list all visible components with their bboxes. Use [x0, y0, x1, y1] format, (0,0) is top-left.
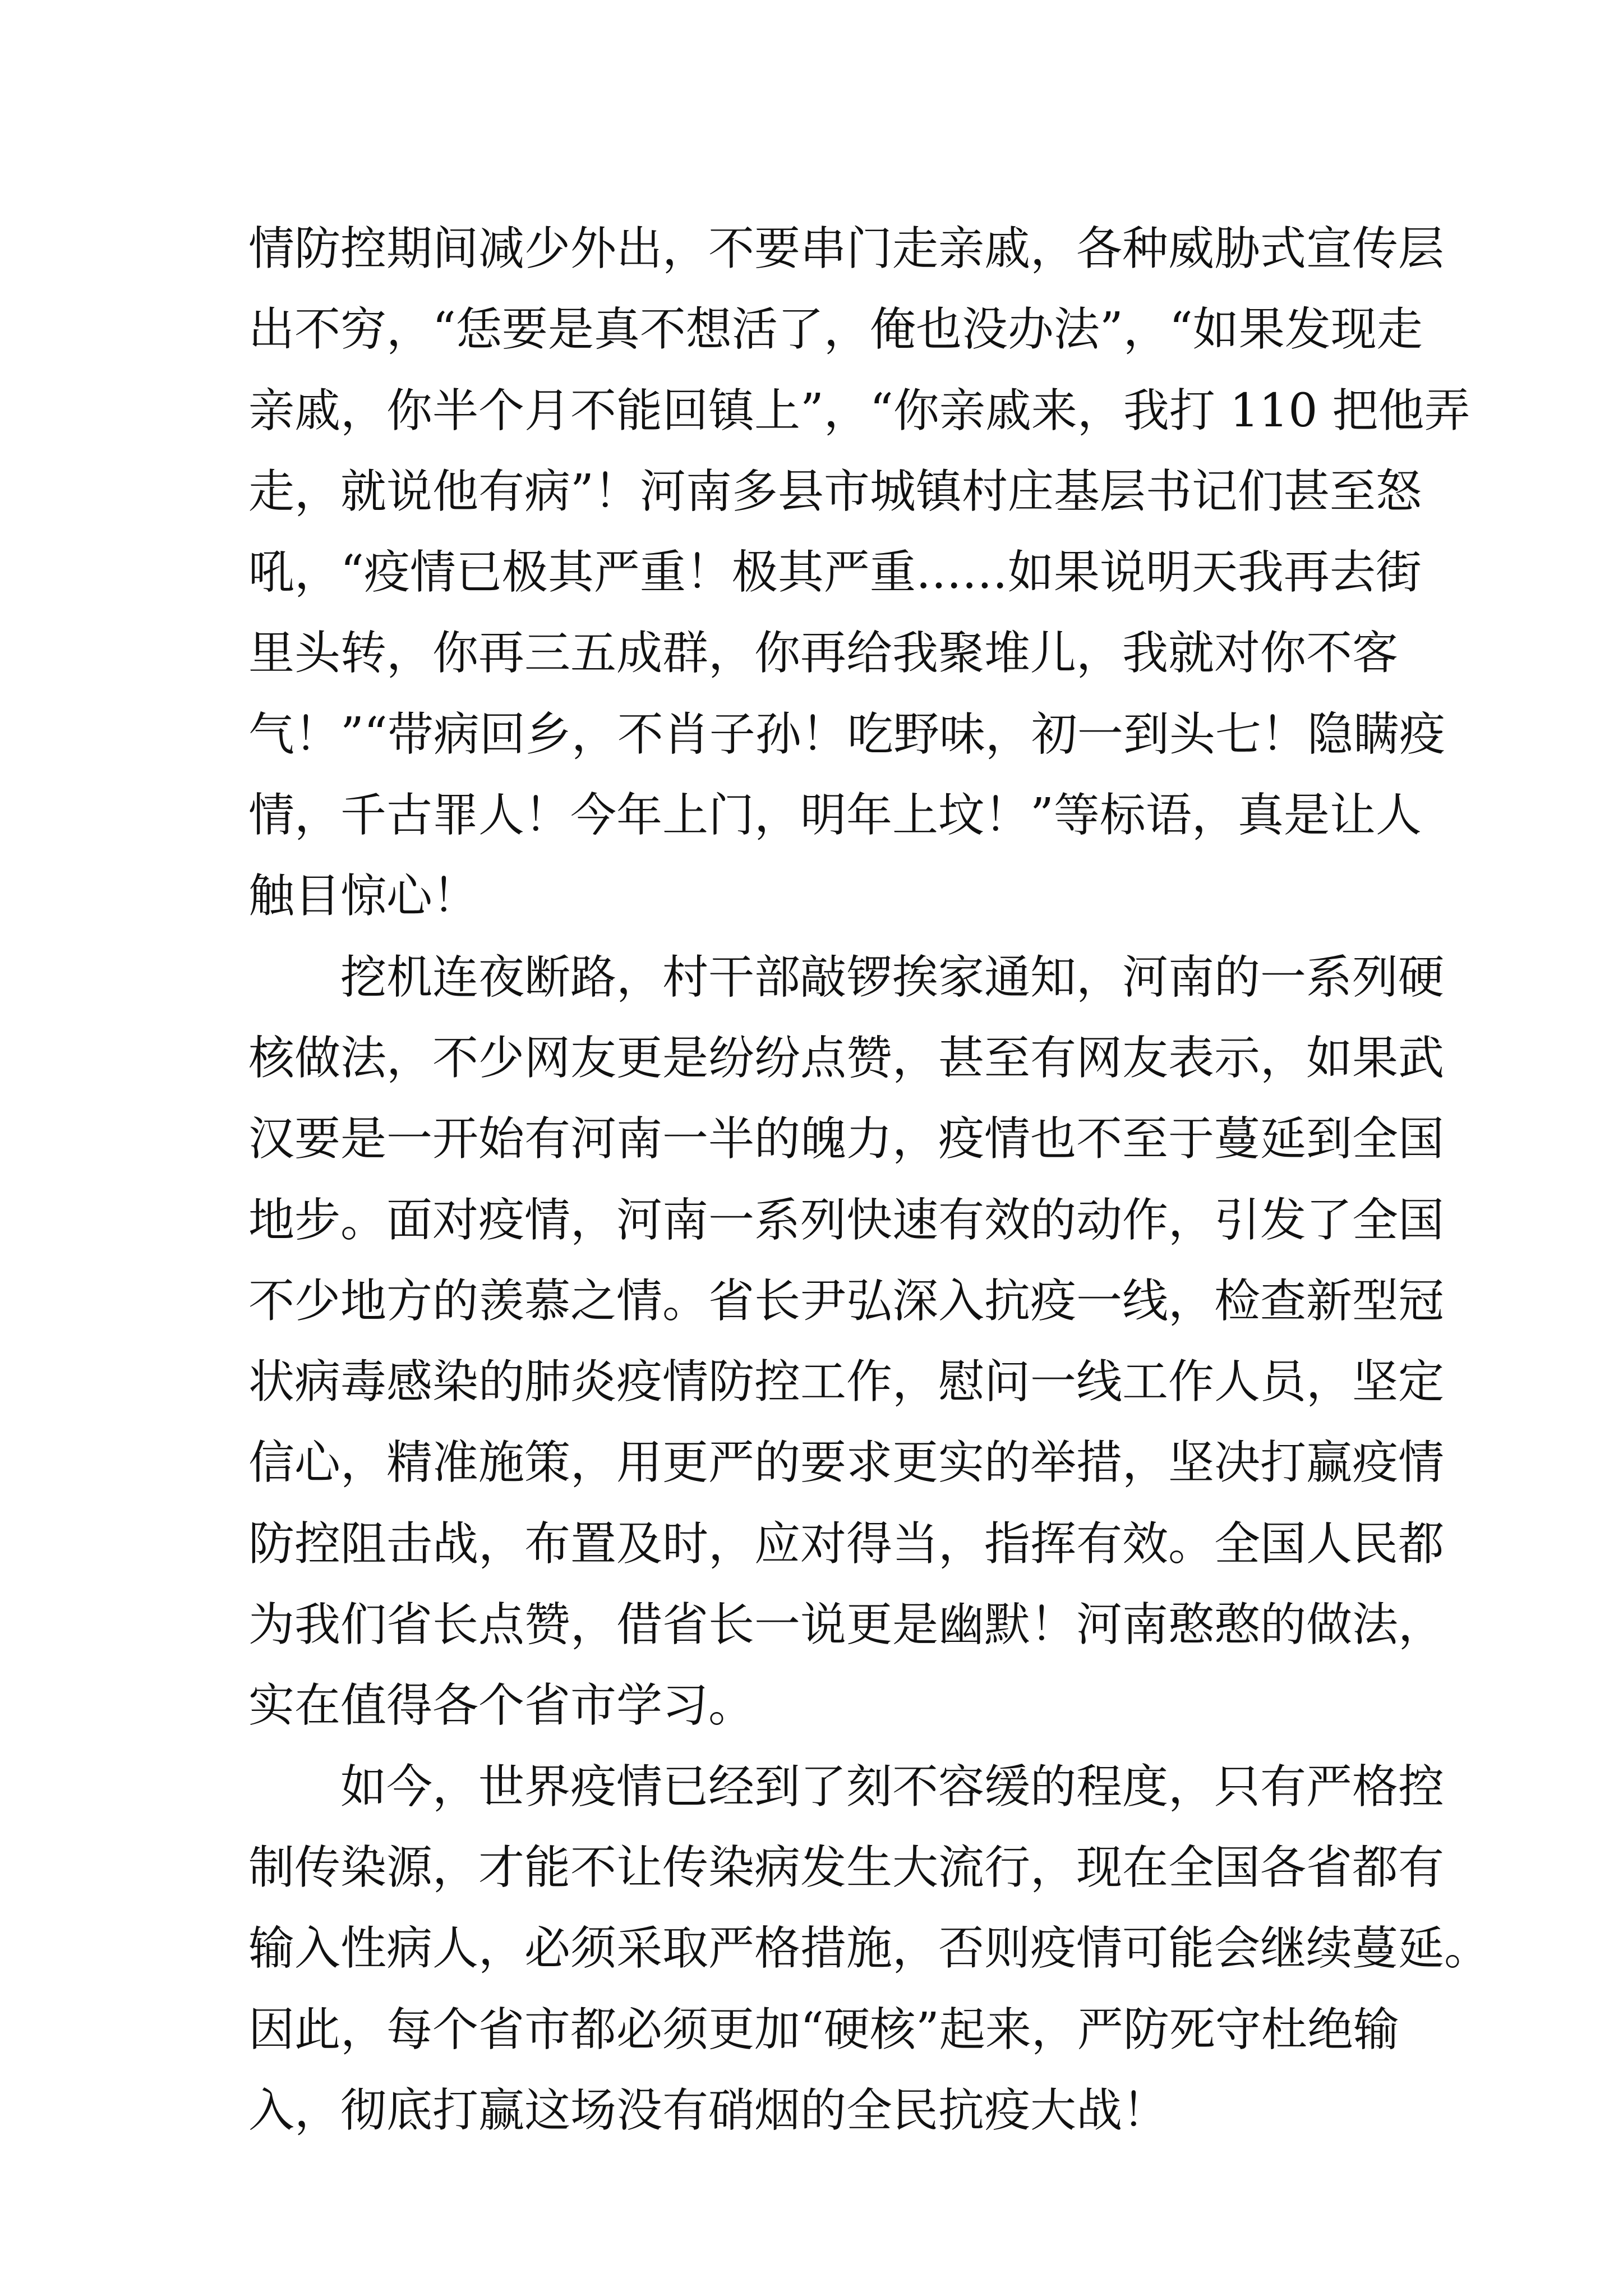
text-line: 里头转，你再三五成群，你再给我聚堆儿，我就对你不客 — [248, 627, 1399, 680]
paragraph-first-line: 挖机连夜断路，村干部敲锣挨家通知，河南的一系列硬 — [340, 950, 1445, 1004]
text-line: 为我们省长点赞，借省长一说更是幽默！河南憨憨的做法， — [248, 1598, 1445, 1652]
document-body — [248, 209, 1491, 2151]
text-line: 入，彻底打赢这场没有硝烟的全民抗疫大战！ — [248, 2083, 1169, 2137]
text-line: 实在值得各个省市学习。 — [248, 1679, 755, 1733]
text-line: 吼，“疫情已极其严重！极其严重……如果说明天我再去街 — [248, 546, 1422, 600]
text-line: 亲戚，你半个月不能回镇上”，“你亲戚来，我打 110 把他弄 — [248, 384, 1470, 438]
text-line: 信心，精准施策，用更严的要求更实的举措，坚决打赢疫情 — [248, 1436, 1445, 1490]
text-line: 因此，每个省市都必须更加“硬核”起来，严防死守杜绝输 — [248, 2003, 1399, 2056]
text-line: 状病毒感染的肺炎疫情防控工作，慰问一线工作人员，坚定 — [248, 1355, 1445, 1409]
text-line: 汉要是一开始有河南一半的魄力，疫情也不至于蔓延到全国 — [248, 1112, 1445, 1166]
text-line: 触目惊心！ — [248, 869, 479, 923]
text-line: 制传染源，才能不让传染病发生大流行，现在全国各省都有 — [248, 1841, 1445, 1894]
text-line: 出不穷，“恁要是真不想活了，俺也没办法”，“如果发现走 — [248, 303, 1423, 357]
text-line: 核做法，不少网友更是纷纷点赞，甚至有网友表示，如果武 — [248, 1031, 1445, 1085]
text-line: 走，就说他有病”！河南多县市城镇村庄基层书记们甚至怒 — [248, 464, 1422, 518]
text-line: 气！”“带病回乡，不肖子孙！吃野味，初一到头七！隐瞒疫 — [248, 707, 1445, 761]
text-line: 不少地方的羡慕之情。省长尹弘深入抗疫一线，检查新型冠 — [248, 1274, 1445, 1328]
paragraph-first-line: 如今，世界疫情已经到了刻不容缓的程度，只有严格控 — [340, 1760, 1445, 1814]
text-line: 输入性病人，必须采取严格措施，否则疫情可能会继续蔓延。 — [248, 1922, 1491, 1976]
text-line: 情防控期间减少外出，不要串门走亲戚，各种威胁式宣传层 — [248, 222, 1445, 275]
text-line: 防控阻击战，布置及时，应对得当，指挥有效。全国人民都 — [248, 1517, 1445, 1571]
text-line: 地步。面对疫情，河南一系列快速有效的动作，引发了全国 — [248, 1193, 1445, 1247]
text-line: 情，千古罪人！今年上门，明年上坟！”等标语，真是让人 — [248, 789, 1422, 843]
